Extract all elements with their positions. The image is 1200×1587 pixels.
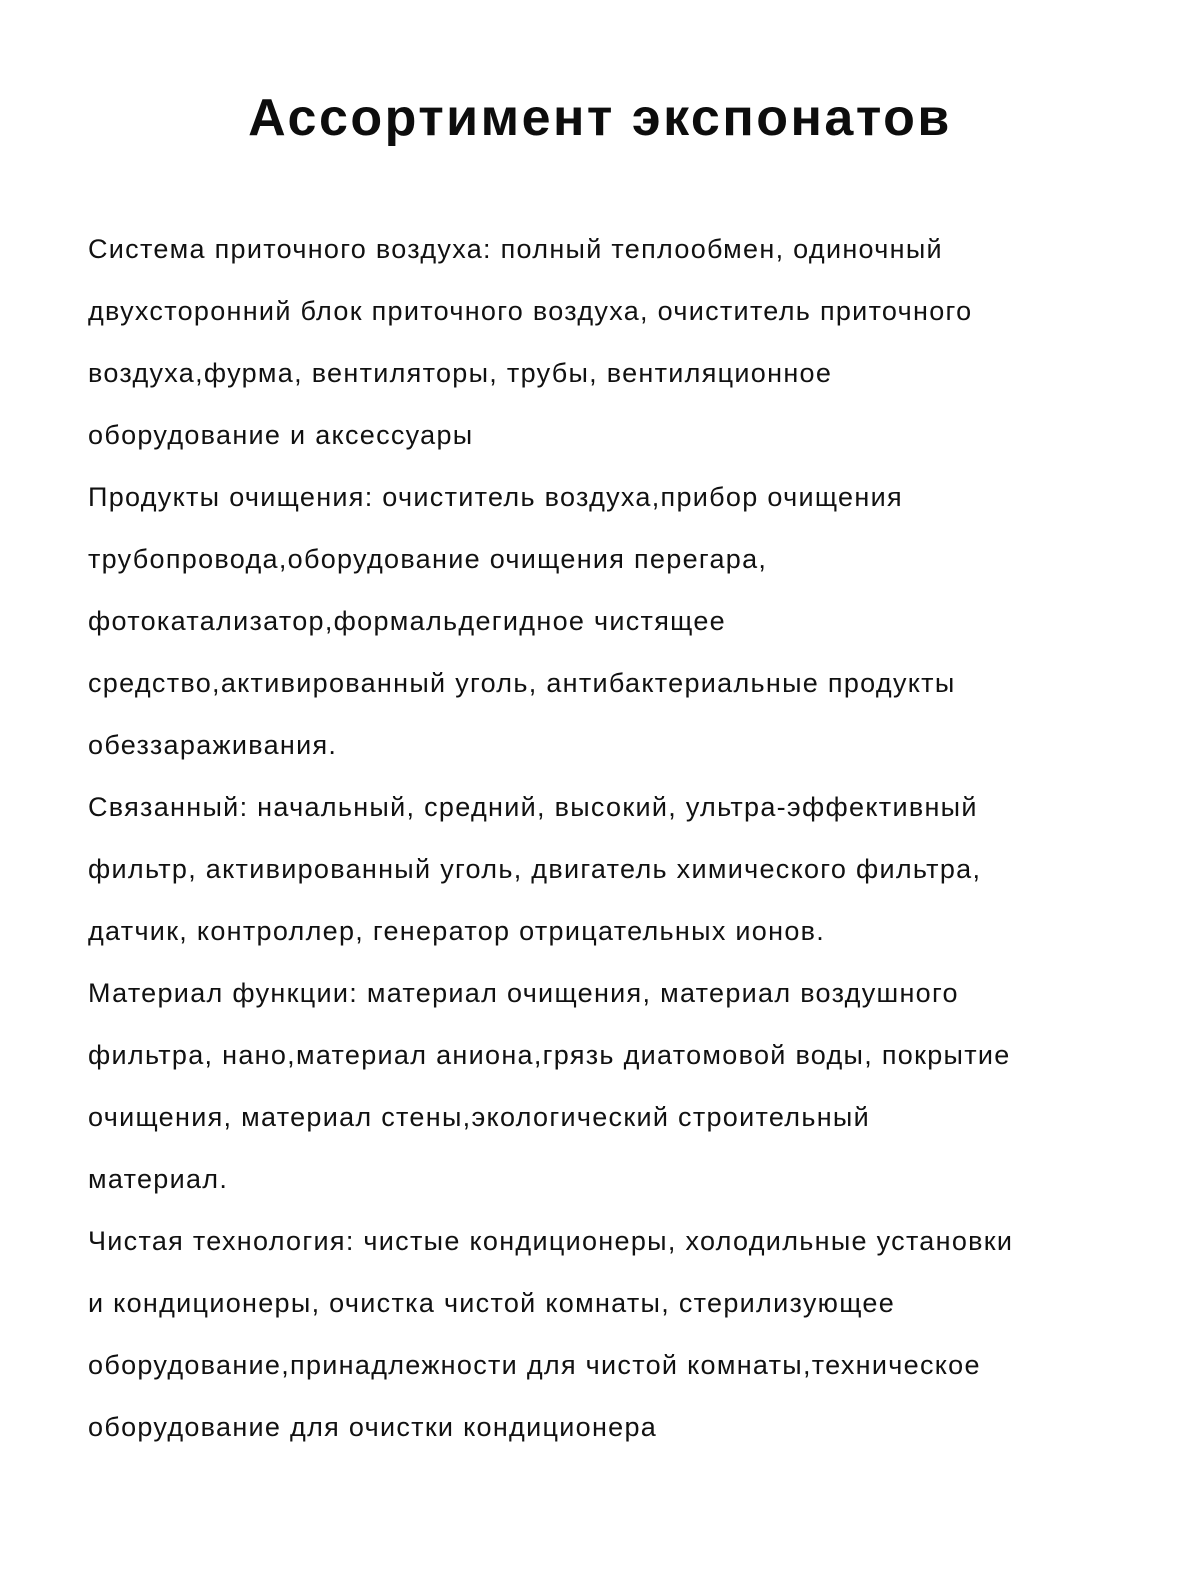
- text-line: очищения, материал стены,экологический строительный: [88, 1102, 871, 1132]
- text-line: Материал функции: материал очищения, материал воздушного: [88, 978, 959, 1008]
- paragraph-clean-technology: [88, 1210, 1112, 1458]
- text-line: оборудование и аксессуары: [88, 420, 474, 450]
- text-line: средство,активированный уголь, антибактериальные продукты: [88, 668, 956, 698]
- text-line: Продукты очищения: очиститель воздуха,прибор очищения: [88, 482, 903, 512]
- text-line: фильтра, нано,материал аниона,грязь диатомовой воды, покрытие: [88, 1040, 1011, 1070]
- text-line: материал.: [88, 1164, 229, 1194]
- text-line: двухсторонний блок приточного воздуха, очиститель приточного: [88, 296, 973, 326]
- page-title: Ассортимент экспонатов: [248, 89, 952, 147]
- text-line: воздуха,фурма, вентиляторы, трубы, вентиляционное: [88, 358, 833, 388]
- text-line: Связанный: начальный, средний, высокий, ультра-эффективный: [88, 792, 978, 822]
- text-line: оборудование,принадлежности для чистой комнаты,техническое: [88, 1350, 981, 1380]
- text-line: оборудование для очистки кондиционера: [88, 1412, 658, 1442]
- text-line: Система приточного воздуха: полный теплообмен, одиночный: [88, 234, 943, 264]
- text-line: датчик, контроллер, генератор отрицательных ионов.: [88, 916, 826, 946]
- text-line: фотокатализатор,формальдегидное чистящее: [88, 606, 726, 636]
- text-line: Чистая технология: чистые кондиционеры, холодильные установки: [88, 1226, 1014, 1256]
- paragraph-purification-products: [88, 466, 1112, 776]
- text-line: и кондиционеры, очистка чистой комнаты, стерилизующее: [88, 1288, 896, 1318]
- document-body: [88, 218, 1112, 1458]
- text-line: фильтр, активированный уголь, двигатель химического фильтра,: [88, 854, 982, 884]
- text-line: обеззараживания.: [88, 730, 338, 760]
- paragraph-related-components: [88, 776, 1112, 962]
- text-line: трубопровода,оборудование очищения перегара,: [88, 544, 768, 574]
- paragraph-supply-air-system: [88, 218, 1112, 466]
- paragraph-functional-materials: [88, 962, 1112, 1210]
